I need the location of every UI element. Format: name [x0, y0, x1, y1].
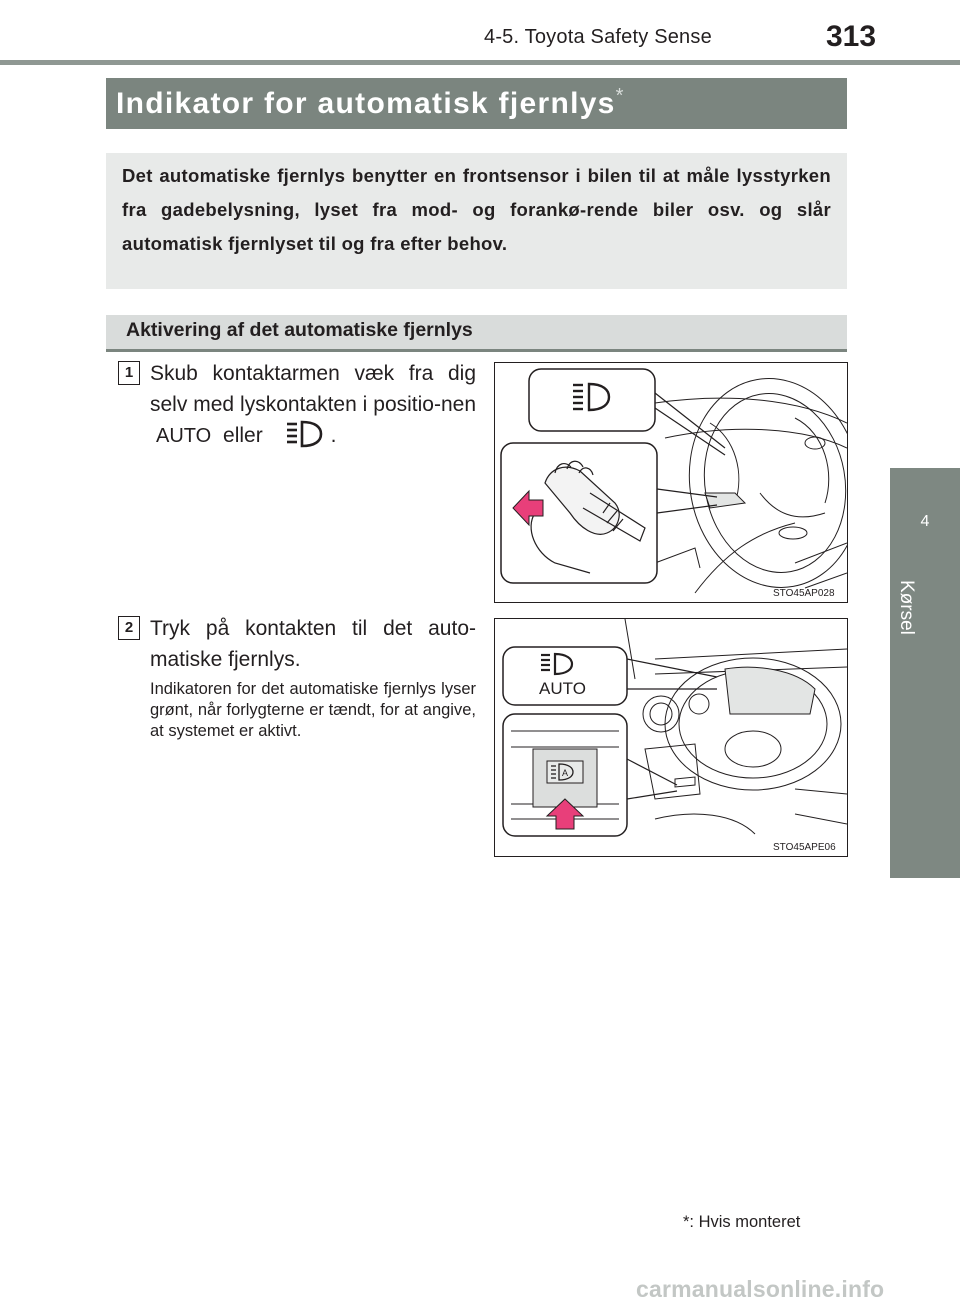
intro-text: Det automatiske fjernlys benytter en frontsensor i bilen til at måle lysstyrken fra gadebelysning, lyset fra mod- og forankø-rende biler osv. og slår automatisk fjernlyset til og fra efter behov.: [122, 165, 831, 254]
subheading-rule: [106, 349, 847, 352]
step-1-text: Skub kontaktarmen væk fra dig selv med lyskontakten i positio-nen AUTO eller .: [150, 358, 476, 457]
page-title: Indikator for automatisk fjernlys*: [116, 85, 625, 120]
page-number: 313: [826, 20, 877, 53]
step-number-2: 2: [118, 616, 140, 640]
figure-switch-illustration: [494, 618, 848, 857]
header-rule: [0, 60, 960, 65]
figure-auto-label: AUTO: [539, 679, 586, 698]
step-2-text: Tryk på kontakten til det auto-matiske fjernlys.: [150, 617, 476, 671]
step-number-1: 1: [118, 361, 140, 385]
auto-position-label: AUTO: [156, 425, 212, 447]
title-asterisk: *: [615, 85, 625, 107]
subheading: Aktivering af det automatiske fjernlys: [126, 319, 473, 341]
chapter-number: 4: [920, 513, 930, 530]
step-2-note: Indikatoren for det automatiske fjernlys lyser grønt, når forlygterne er tændt, for at angive, at systemet er aktivt.: [150, 680, 476, 740]
chapter-label: Kørsel: [896, 580, 917, 635]
figure-lever-illustration: [494, 362, 848, 603]
running-header-section: 4-5. Toyota Safety Sense: [484, 26, 712, 48]
lever-illustration: [495, 363, 847, 602]
watermark: carmanualsonline.info: [636, 1276, 885, 1302]
footnote: *: Hvis monteret: [683, 1213, 801, 1231]
figure-code-2: STO45APE06: [773, 842, 836, 853]
figure-button-letter: A: [562, 768, 569, 778]
switch-illustration: [495, 619, 847, 856]
auto-high-beam-icon: [285, 420, 325, 457]
figure-code-1: STO45AP028: [773, 588, 835, 599]
